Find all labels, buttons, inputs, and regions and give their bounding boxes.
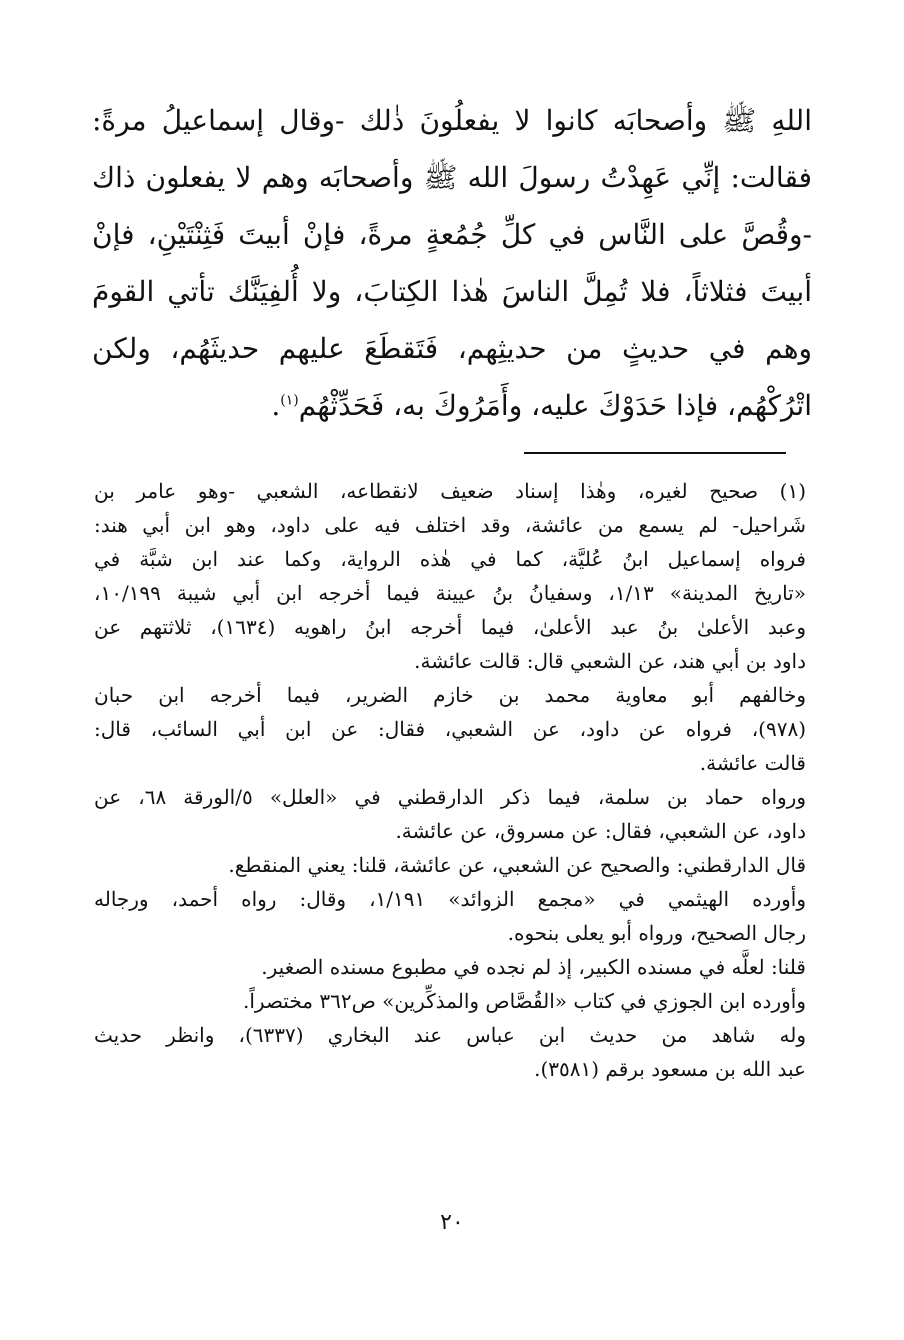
main-text-line-content: اتْرُكْهُم، فإذا حَدَوْكَ عليه، وأَمَرُوكَ به، فَحَدِّثْهُم	[298, 389, 812, 422]
footnote-line: وأورده الهيثمي في «مجمع الزوائد» ١/١٩١، وقال: رواه أحمد، ورجاله	[94, 887, 807, 911]
footnote-line: رجال الصحيح، ورواه أبو يعلى بنحوه.	[507, 921, 806, 945]
footnote-line: عبد الله بن مسعود برقم (٣٥٨١).	[534, 1057, 806, 1081]
footnote-line: داود، عن الشعبي، فقال: عن مسروق، عن عائشة.	[395, 819, 806, 843]
main-text-line: فقالت: إنِّي عَهِدْتُ رسولَ الله ﷺ وأصحابَه وهم لا يفعلون ذاك	[92, 161, 812, 194]
footnote-line: شَراحيل- لم يسمع من عائشة، وقد اختلف فيه على داود، وهو ابن أبي هند:	[94, 513, 806, 537]
footnotes-block	[94, 474, 806, 1086]
footnote-line: وأورده ابن الجوزي في كتاب «القُصَّاص والمذكِّرين» ص٣٦٢ مختصراً.	[243, 989, 806, 1013]
main-text-line	[92, 377, 812, 434]
footnote-line: ورواه حماد بن سلمة، فيما ذكر الدارقطني في «العلل» ٥/الورقة ٦٨، عن	[94, 785, 806, 809]
footnote-line: «تاريخ المدينة» ١/١٣، وسفيانُ بنُ عيينة فيما أخرجه ابن أبي شيبة ١٠/١٩٩،	[94, 581, 806, 605]
footnote-line: (٩٧٨)، فرواه عن داود، عن الشعبي، فقال: عن ابن أبي السائب، قال:	[94, 717, 806, 741]
footnote-line: (١) صحيح لغيره، وهٰذا إسناد ضعيف لانقطاعه، الشعبي -وهو عامر بن	[94, 479, 806, 503]
footnote-line: قال الدارقطني: والصحيح عن الشعبي، عن عائشة، قلنا: يعني المنقطع.	[228, 853, 806, 877]
main-text-line: -وقُصَّ على النَّاس في كلِّ جُمُعةٍ مرةً، فإنْ أبيتَ فَثِنْتَيْنِ، فإنْ	[92, 218, 812, 251]
main-text-line: اللهِ ﷺ وأصحابَه كانوا لا يفعلُونَ ذٰلك -وقال إسماعيلُ مرةً:	[92, 104, 812, 137]
footnote-line: وعبد الأعلىٰ بنُ عبد الأعلىٰ، فيما أخرجه ابنُ راهويه (١٦٣٤)، ثلاثتهم عن	[94, 615, 806, 639]
main-text-line: وهم في حديثٍ من حديثِهم، فَتَقطَعَ عليهم حديثَهُم، ولكن	[92, 332, 812, 365]
footnote-line: وله شاهد من حديث ابن عباس عند البخاري (٦٣٣٧)، وانظر حديث	[94, 1023, 806, 1047]
footnote-line: قلنا: لعلَّه في مسنده الكبير، إذ لم نجده في مطبوع مسنده الصغير.	[261, 955, 806, 979]
page-number: ٢٠	[440, 1210, 464, 1235]
footnote-line: فرواه إسماعيل ابنُ عُليَّة، كما في هٰذه الرواية، وكما عند ابن شبَّة في	[94, 547, 806, 571]
main-text-line: أبيتَ فثلاثاً، فلا تُمِلَّ الناسَ هٰذا الكِتابَ، ولا أُلفِيَنَّك تأتي القومَ	[92, 275, 812, 308]
footnote-line: داود بن أبي هند، عن الشعبي قال: قالت عائشة.	[414, 649, 806, 673]
end-mark: .	[271, 389, 281, 422]
footnote-line: وخالفهم أبو معاوية محمد بن خازم الضرير، فيما أخرجه ابن حبان	[94, 683, 806, 707]
footnote-separator	[524, 452, 786, 454]
footnote-reference[interactable]: (١)	[280, 392, 299, 409]
main-text-block	[92, 92, 812, 434]
footnote-line: قالت عائشة.	[699, 751, 806, 775]
